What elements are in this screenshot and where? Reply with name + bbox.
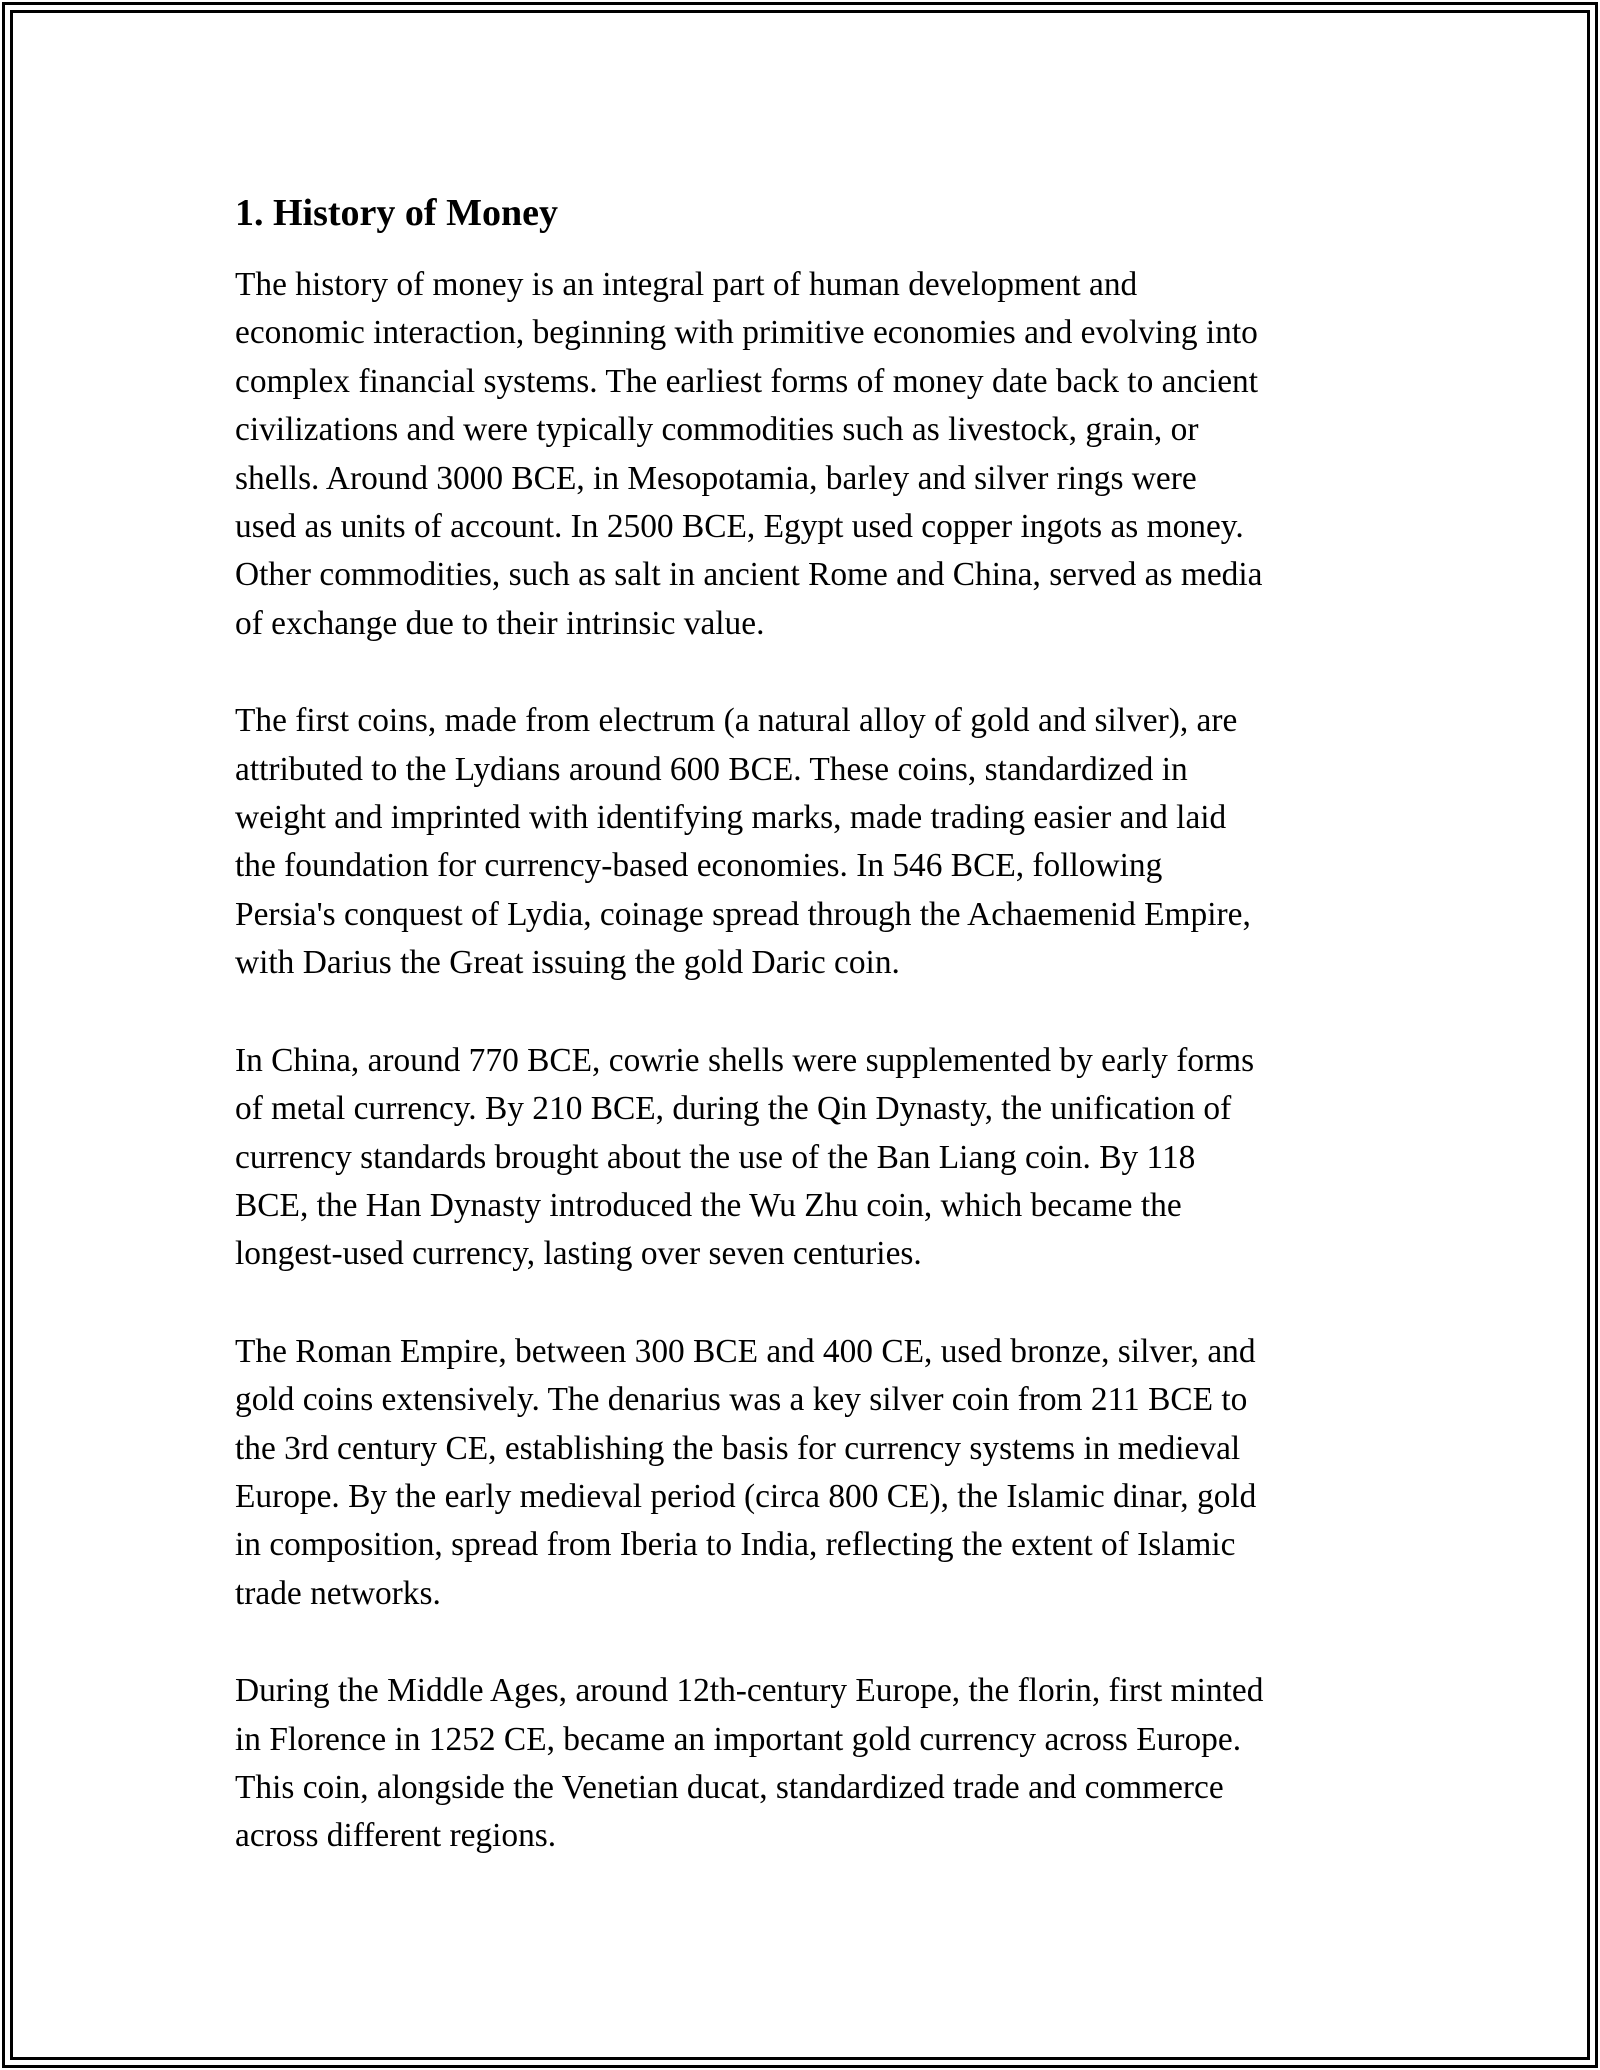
paragraph-china-currency: In China, around 770 BCE, cowrie shells were supplemented by early forms of metal currency. By 210 BCE, during the Qin Dynasty, the unification of currency standards brought about the use of the Ban Liang coin. By 118 BCE, the Han Dynasty introduced the Wu Zhu coin, which became the longest-used currency, lasting over seven centuries.: [235, 1041, 1255, 1273]
section-heading: 1. History of Money: [235, 192, 558, 234]
document-body: [235, 185, 1375, 1861]
paragraph-early-commodity-money: The history of money is an integral part of human development and economic interaction, beginning with primitive economies and evolving into complex financial systems. The earliest forms of money date back to ancient civilizations and were typically commodities such as livestock, grain, or shells. Around 3000 BCE, in Mesopotamia, barley and silver rings were used as units of account. In 2500 BCE, Egypt used copper ingots as money. Other commodities, such as salt in ancient Rome and China, served as media of exchange due to their intrinsic value.: [235, 266, 1263, 642]
paragraph-first-coins: The first coins, made from electrum (a natural alloy of gold and silver), are attributed to the Lydians around 600 BCE. These coins, standardized in weight and imprinted with identifying marks, made trading easier and laid the foundation for currency-based economies. In 546 BCE, following Persia's conquest of Lydia, coinage spread through the Achaemenid Empire, with Darius the Great issuing the gold Daric coin.: [235, 702, 1251, 982]
paragraph-roman-islamic-coins: The Roman Empire, between 300 BCE and 400 CE, used bronze, silver, and gold coins extensively. The denarius was a key silver coin from 211 BCE to the 3rd century CE, establishing the basis for currency systems in medieval Europe. By the early medieval period (circa 800 CE), the Islamic dinar, gold in composition, spread from Iberia to India, reflecting the extent of Islamic trade networks.: [235, 1332, 1257, 1612]
paragraph-middle-ages: During the Middle Ages, around 12th-century Europe, the florin, first minted in Florence in 1252 CE, became an important gold currency across Europe. This coin, alongside the Venetian ducat, standardized trade and commerce across different regions.: [235, 1672, 1264, 1855]
